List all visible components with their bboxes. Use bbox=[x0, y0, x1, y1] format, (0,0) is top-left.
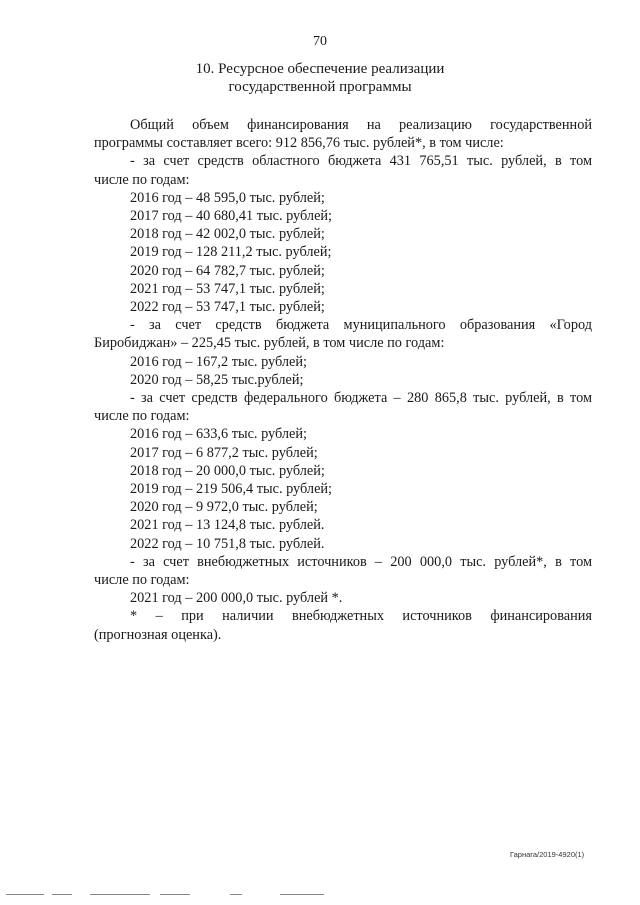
federal-year-item: 2021 год – 13 124,8 тыс. рублей. bbox=[130, 517, 325, 534]
regional-year-item: 2020 год – 64 782,7 тыс. рублей; bbox=[130, 262, 325, 279]
federal-year-item: 2016 год – 633,6 тыс. рублей; bbox=[130, 426, 308, 443]
extrabudgetary-years bbox=[94, 589, 592, 607]
federal-year-item: 2022 год – 10 751,8 тыс. рублей. bbox=[130, 535, 325, 552]
federal-year-item: 2018 год – 20 000,0 тыс. рублей; bbox=[130, 462, 325, 479]
intro-line-2: программы составляет всего: 912 856,76 тыс. рублей*, в том числе: bbox=[94, 135, 504, 152]
section-title-line-1: 10. Ресурсное обеспечение реализации bbox=[195, 61, 445, 77]
municipal-year-item: 2016 год – 167,2 тыс. рублей; bbox=[130, 353, 308, 370]
extrabudgetary-year-item: 2021 год – 200 000,0 тыс. рублей *. bbox=[130, 590, 343, 607]
section-title-line-2: государственной программы bbox=[228, 79, 412, 95]
municipal-budget-years bbox=[94, 353, 592, 389]
regional-year-item: 2016 год – 48 595,0 тыс. рублей; bbox=[130, 189, 325, 206]
regional-budget-years bbox=[94, 189, 592, 316]
regional-year-item: 2017 год – 40 680,41 тыс. рублей; bbox=[130, 208, 333, 225]
regional-year-item: 2021 год – 53 747,1 тыс. рублей; bbox=[130, 280, 325, 297]
extrabudgetary-line-2: числе по годам: bbox=[94, 572, 190, 589]
federal-year-item: 2019 год – 219 506,4 тыс. рублей; bbox=[130, 481, 333, 498]
federal-year-item: 2017 год – 6 877,2 тыс. рублей; bbox=[130, 444, 318, 461]
federal-year-item: 2020 год – 9 972,0 тыс. рублей; bbox=[130, 499, 318, 516]
page-number: 70 bbox=[313, 34, 327, 49]
regional-year-item: 2022 год – 53 747,1 тыс. рублей; bbox=[130, 299, 325, 316]
document-body bbox=[94, 116, 592, 644]
footnote-line-1: * – при наличии внебюджетных источников финансирования bbox=[130, 608, 592, 625]
section-title bbox=[0, 60, 640, 96]
regional-budget-line-2: числе по годам: bbox=[94, 171, 190, 188]
federal-budget-line-1: - за счет средств федерального бюджета – 280 865,8 тыс. рублей, в том bbox=[130, 390, 592, 407]
intro-line-1: Общий объем финансирования на реализацию государственной bbox=[130, 117, 592, 133]
document-code: Гарнага/2019-4920(1) bbox=[510, 850, 585, 859]
federal-budget-line-2: числе по годам: bbox=[94, 408, 190, 425]
scan-edge-noise bbox=[0, 893, 640, 897]
regional-budget-line-1: - за счет средств областного бюджета 431 765,51 тыс. рублей, в том bbox=[130, 153, 592, 170]
municipal-year-item: 2020 год – 58,25 тыс.рублей; bbox=[130, 371, 304, 388]
federal-budget-years bbox=[94, 425, 592, 552]
municipal-budget-line-2: Биробиджан» – 225,45 тыс. рублей, в том числе по годам: bbox=[94, 335, 445, 352]
regional-year-item: 2018 год – 42 002,0 тыс. рублей; bbox=[130, 226, 325, 243]
extrabudgetary-line-1: - за счет внебюджетных источников – 200 000,0 тыс. рублей*, в том bbox=[130, 553, 592, 570]
regional-year-item: 2019 год – 128 211,2 тыс. рублей; bbox=[130, 244, 332, 261]
footnote-line-2: (прогнозная оценка). bbox=[94, 626, 222, 643]
municipal-budget-line-1: - за счет средств бюджета муниципального образования «Город bbox=[130, 317, 592, 334]
